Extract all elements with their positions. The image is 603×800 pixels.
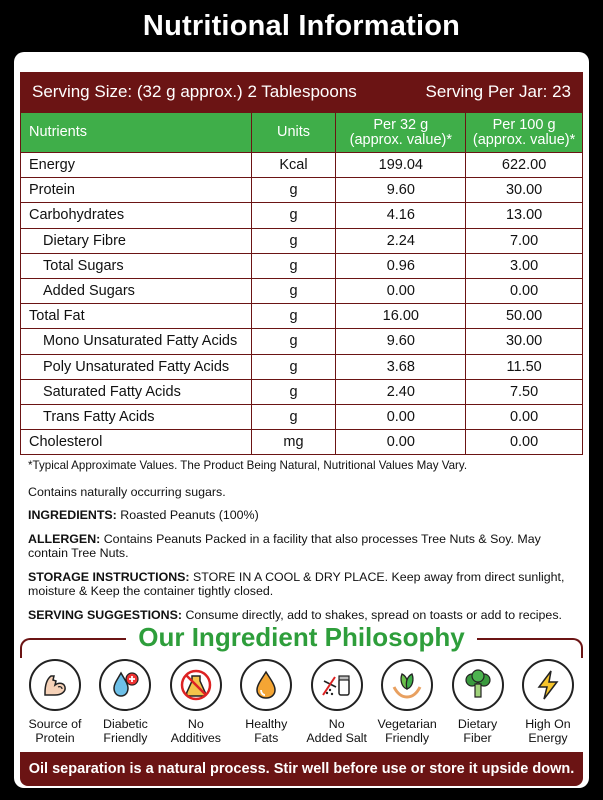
philosophy-label-line1: Source of [28, 717, 82, 731]
nutrition-table-body [21, 153, 583, 455]
philosophy-label-line2: Fats [254, 731, 279, 745]
philosophy-item-healthy-fats [233, 659, 299, 749]
serving-bar [20, 72, 583, 112]
allergen-label: ALLERGEN: [28, 531, 101, 546]
table-row [21, 329, 583, 354]
nutrient-name: Added Sugars [21, 278, 252, 303]
nutrient-per-32g: 4.16 [336, 203, 466, 228]
philosophy-item-protein [22, 659, 88, 749]
nutrient-unit: g [251, 278, 336, 303]
philosophy-label-line2: Friendly [103, 731, 148, 745]
nutrient-unit: g [251, 203, 336, 228]
table-row [21, 153, 583, 178]
storage-note [28, 570, 578, 599]
page-title: Nutritional Information [142, 9, 461, 42]
table-row [21, 253, 583, 278]
philosophy-label-line1: Vegetarian [377, 717, 437, 731]
table-row [21, 203, 583, 228]
serving-size: Serving Size: (32 g approx.) 2 Tablespoons [32, 82, 357, 101]
nutrient-per-100g: 30.00 [466, 329, 583, 354]
philosophy-label-line1: Diabetic [103, 717, 148, 731]
nutrient-unit: g [251, 404, 336, 429]
storage-text: STORE IN A COOL & DRY PLACE. Keep away from direct sunlight, moisture & Keep the container tightly closed. [28, 569, 565, 598]
nutrient-per-32g: 16.00 [336, 304, 466, 329]
header-per-32g-line1: Per 32 g [373, 116, 429, 133]
lightning-icon [530, 667, 566, 703]
nutrient-per-100g: 7.50 [466, 379, 583, 404]
philosophy-label-line1: Healthy [245, 717, 288, 731]
nutrient-per-32g: 9.60 [336, 178, 466, 203]
philosophy-item-energy [515, 659, 581, 749]
broccoli-icon [460, 667, 496, 703]
philosophy-label-line2: Additives [170, 731, 221, 745]
nutrient-per-32g: 2.40 [336, 379, 466, 404]
philosophy-icons [22, 659, 581, 749]
table-row [21, 278, 583, 303]
nutrient-per-32g: 3.68 [336, 354, 466, 379]
nutrient-name: Mono Unsaturated Fatty Acids [21, 329, 252, 354]
philosophy-label-line2: Added Salt [306, 731, 367, 745]
nutrient-name: Carbohydrates [21, 203, 252, 228]
nutrient-name: Dietary Fibre [21, 228, 252, 253]
nutrient-per-32g: 0.00 [336, 278, 466, 303]
philosophy-label-line1: Dietary [457, 717, 498, 731]
nutrient-per-100g: 0.00 [466, 278, 583, 303]
allergen-text: Contains Peanuts Packed in a facility that also processes Tree Nuts & Soy. May contain Tree Nuts. [28, 531, 541, 560]
header-per-100g-line1: Per 100 g [492, 116, 556, 133]
nutrient-per-32g: 9.60 [336, 329, 466, 354]
nutrient-name: Protein [21, 178, 252, 203]
philosophy-label-line1: No [328, 717, 345, 731]
header-per-100g [466, 113, 583, 153]
philosophy-item-vegetarian [374, 659, 440, 749]
header-per-100g-line2: (approx. value)* [472, 131, 576, 148]
philosophy-item-no-salt [304, 659, 370, 749]
footer-text: Oil separation is a natural process. Stir well before use or store it upside down. [28, 761, 575, 777]
header-per-32g-line2: (approx. value)* [349, 131, 452, 148]
philosophy-label-line2: Fiber [463, 731, 492, 745]
nutrient-unit: mg [251, 430, 336, 455]
nutrient-per-100g: 11.50 [466, 354, 583, 379]
nutrient-per-32g: 0.00 [336, 404, 466, 429]
nutrient-per-100g: 50.00 [466, 304, 583, 329]
table-row [21, 178, 583, 203]
philosophy-label-line2: Friendly [385, 731, 430, 745]
header-per-32g [336, 113, 466, 153]
nutrient-per-100g: 0.00 [466, 404, 583, 429]
no-additives-icon [178, 667, 214, 703]
nutrient-name: Energy [21, 153, 252, 178]
nutrition-table [20, 112, 583, 455]
philosophy-label-line1: High On [525, 717, 571, 731]
serving-suggestions-text: Consume directly, add to shakes, spread on toasts or add to recipes. [182, 607, 562, 622]
nutrient-unit: g [251, 379, 336, 404]
nutrient-per-32g: 199.04 [336, 153, 466, 178]
nutrient-per-32g: 0.00 [336, 430, 466, 455]
philosophy-label-line2: Protein [35, 731, 75, 745]
nutrient-name: Total Sugars [21, 253, 252, 278]
philosophy-title: Our Ingredient Philosophy [126, 622, 476, 653]
table-header-row [21, 113, 583, 153]
nutrient-name: Saturated Fatty Acids [21, 379, 252, 404]
philosophy-item-fiber [445, 659, 511, 749]
sugars-note: Contains naturally occurring sugars. [28, 484, 226, 499]
table-row [21, 430, 583, 455]
nutrient-name: Cholesterol [21, 430, 252, 455]
nutrient-name: Total Fat [21, 304, 252, 329]
nutrient-per-100g: 13.00 [466, 203, 583, 228]
header-nutrients: Nutrients [21, 113, 252, 153]
nutrient-unit: g [251, 228, 336, 253]
ingredients-label: INGREDIENTS: [28, 508, 117, 522]
table-row [21, 354, 583, 379]
ingredients-text: Roasted Peanuts (100%) [116, 508, 259, 522]
title-bar [0, 0, 603, 52]
nutrient-name: Poly Unsaturated Fatty Acids [21, 354, 252, 379]
nutrient-unit: g [251, 253, 336, 278]
nutrient-unit: g [251, 178, 336, 203]
philosophy-item-diabetic [92, 659, 158, 749]
footer-bar [20, 752, 583, 786]
salt-shaker-icon [319, 667, 355, 703]
table-row [21, 304, 583, 329]
nutrient-per-32g: 0.96 [336, 253, 466, 278]
serving-suggestions-label: SERVING SUGGESTIONS: [28, 607, 182, 622]
nutrient-per-100g: 622.00 [466, 153, 583, 178]
table-row [21, 228, 583, 253]
nutrient-unit: Kcal [251, 153, 336, 178]
blood-drop-icon [107, 667, 143, 703]
label-panel [14, 52, 589, 788]
ingredients-note [28, 508, 578, 523]
oil-drop-icon [248, 667, 284, 703]
table-row [21, 379, 583, 404]
typical-values-note: *Typical Approximate Values. The Product Being Natural, Nutritional Values May Vary. [28, 459, 468, 472]
table-row [21, 404, 583, 429]
header-units: Units [251, 113, 336, 153]
storage-label: STORAGE INSTRUCTIONS: [28, 569, 190, 584]
serving-per-jar: Serving Per Jar: 23 [425, 82, 571, 101]
nutrient-unit: g [251, 329, 336, 354]
nutrient-per-100g: 0.00 [466, 430, 583, 455]
philosophy-item-no-additives [163, 659, 229, 749]
nutrient-per-100g: 30.00 [466, 178, 583, 203]
nutrient-unit: g [251, 354, 336, 379]
nutrient-per-32g: 2.24 [336, 228, 466, 253]
leaf-hands-icon [389, 667, 425, 703]
nutrient-per-100g: 7.00 [466, 228, 583, 253]
philosophy-label-line2: Energy [528, 731, 568, 745]
muscle-arm-icon [37, 667, 73, 703]
nutrient-unit: g [251, 304, 336, 329]
nutrient-name: Trans Fatty Acids [21, 404, 252, 429]
philosophy-label-line1: No [187, 717, 204, 731]
nutrient-per-100g: 3.00 [466, 253, 583, 278]
allergen-note [28, 532, 578, 561]
notes-section [28, 459, 578, 631]
